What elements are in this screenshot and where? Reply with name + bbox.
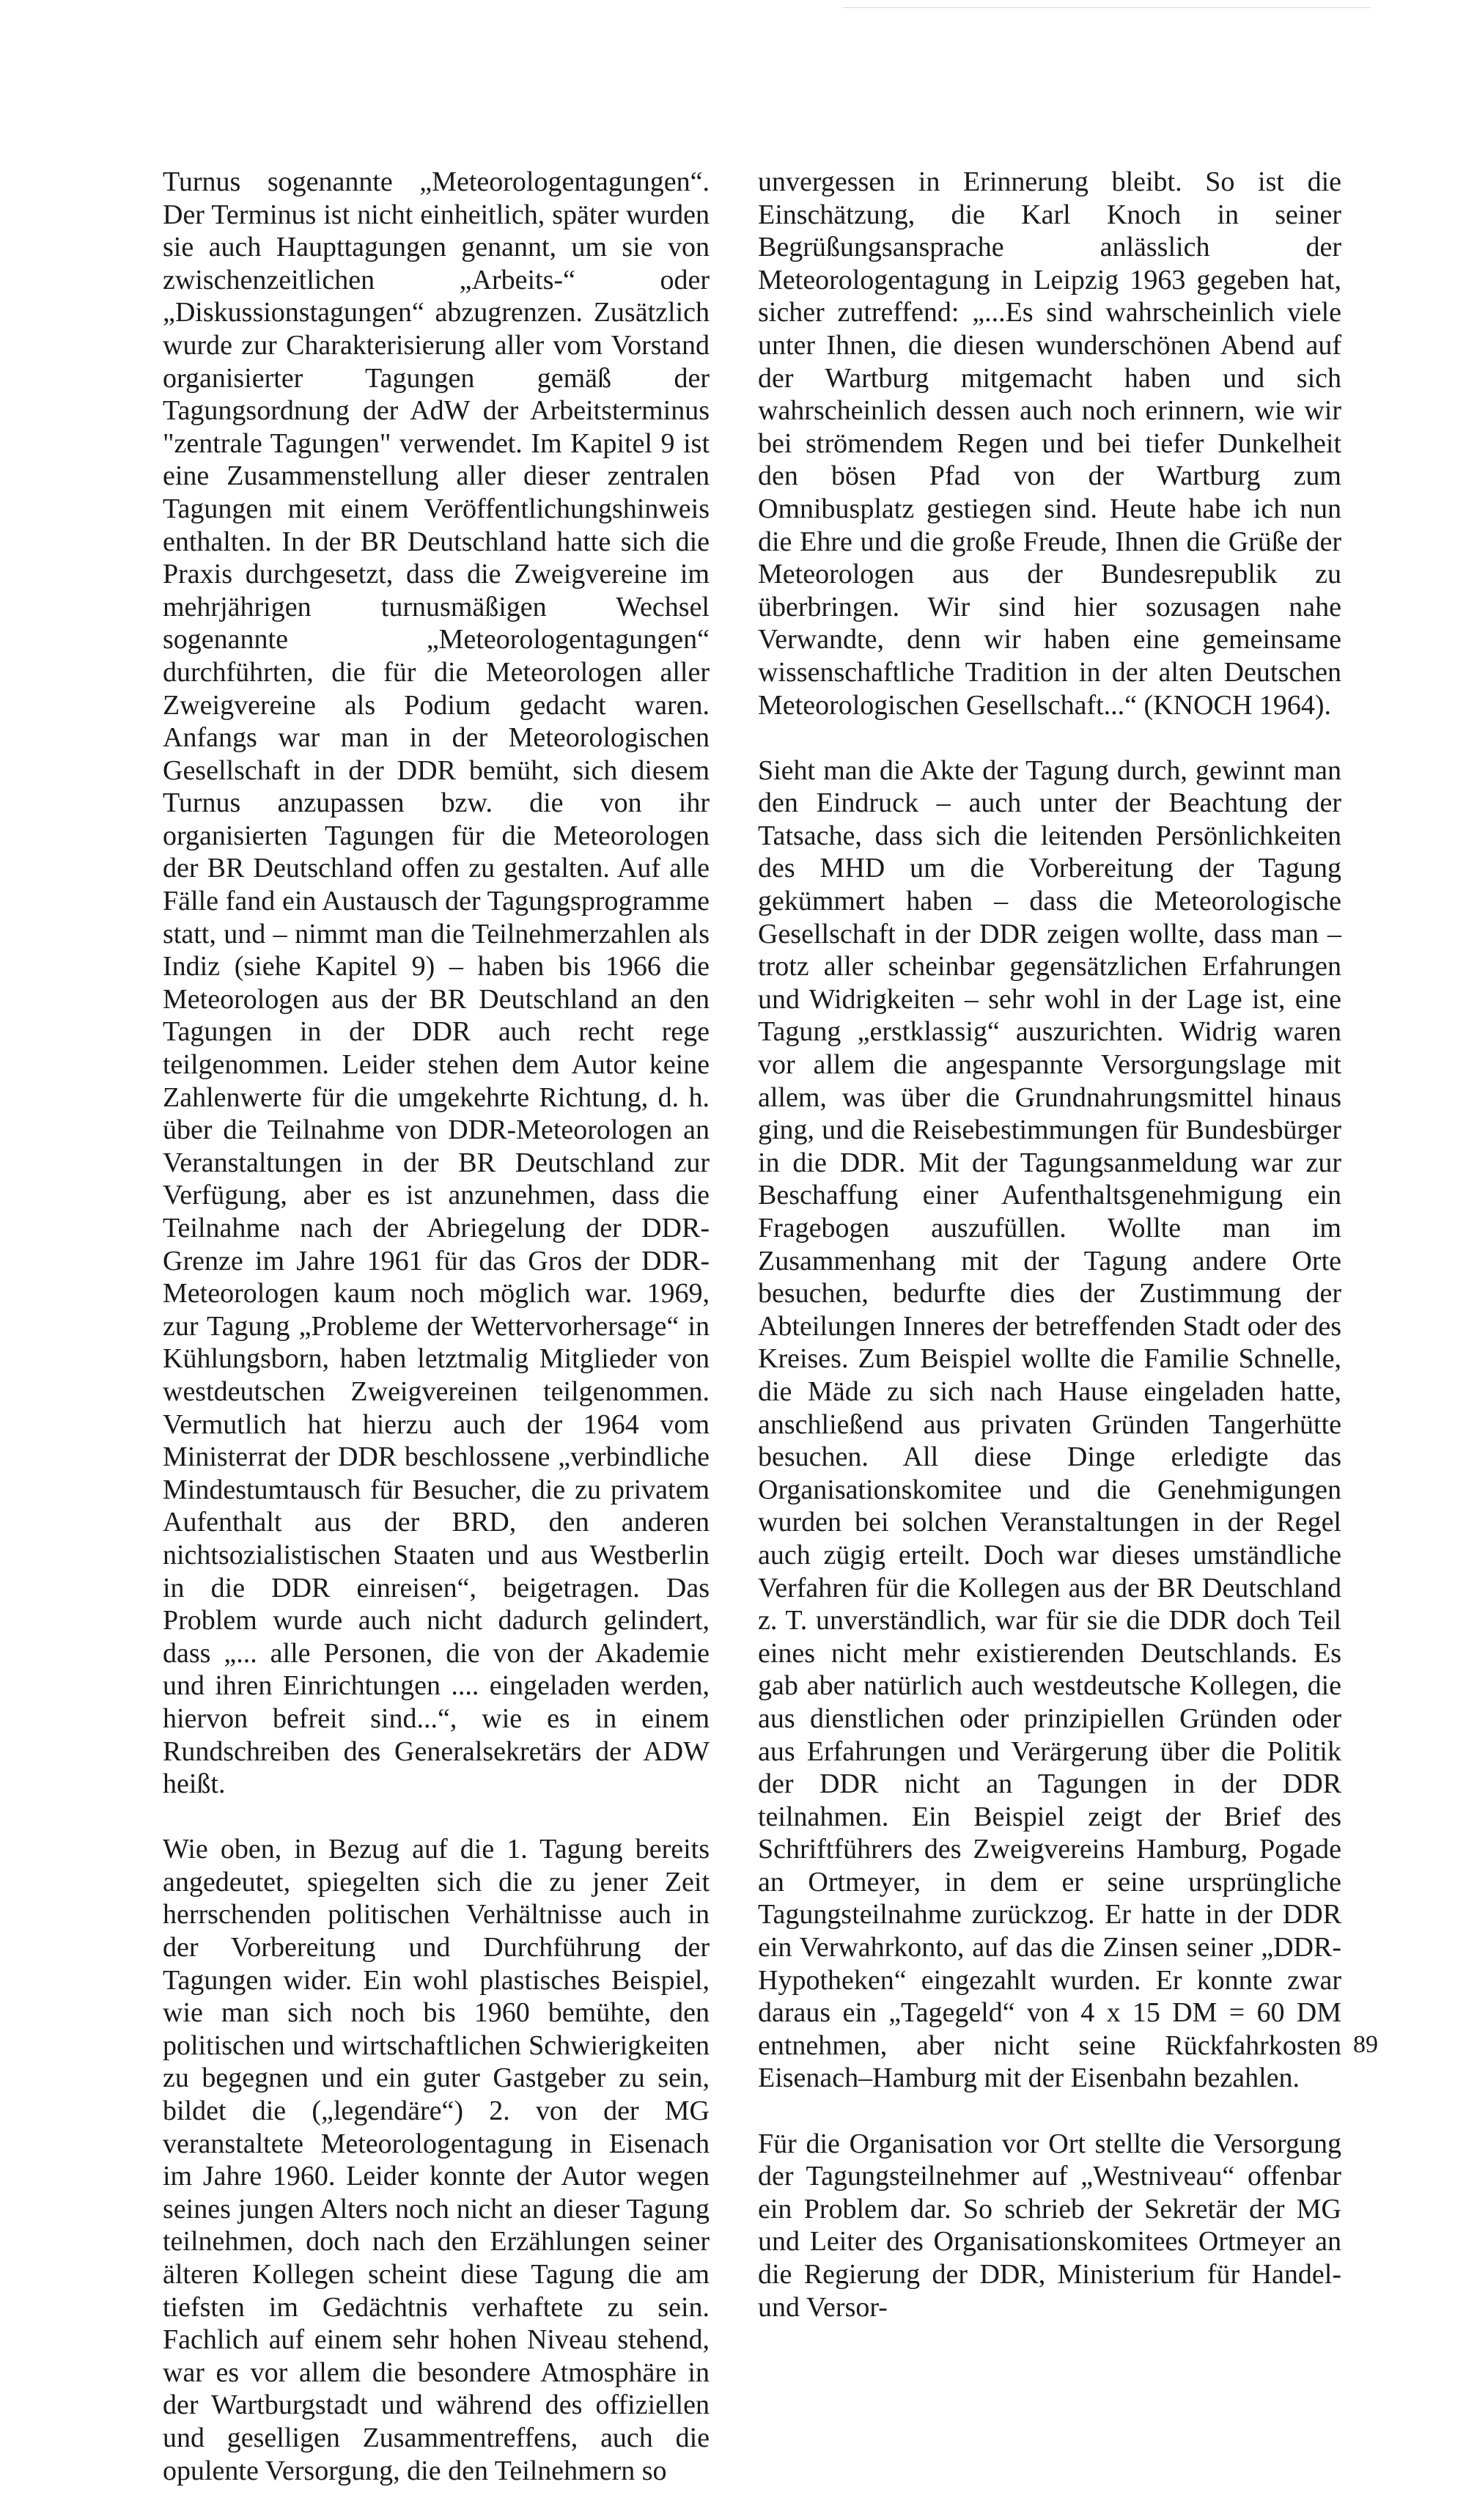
- left-column: [163, 166, 710, 2520]
- scan-edge-line: [843, 7, 1371, 8]
- paragraph: Turnus sogenannte „Meteorologentagungen“. Der Terminus ist nicht einheitlich, später wurden sie auch Haupttagungen genannt, um sie von zwischenzeitlichen „Arbeits-“ oder „Diskussionstagungen“ abzugrenzen. Zusätzlich wurde zur Charakterisierung aller vom Vorstand organisierter Tagungen gemäß der Tagungsordnung der AdW der Arbeitsterminus "zentrale Tagungen" verwendet. Im Kapitel 9 ist eine Zusammenstellung aller dieser zentralen Tagungen mit einem Veröffentlichungshinweis enthalten. In der BR Deutschland hatte sich die Praxis durchgesetzt, dass die Zweigvereine im mehrjährigen turnusmäßigen Wechsel sogenannte „Meteorologentagungen“ durchführten, die für die Meteorologen aller Zweigvereine als Podium gedacht waren. Anfangs war man in der Meteorologischen Gesellschaft in der DDR bemüht, sich diesem Turnus anzupassen bzw. die von ihr organisierten Tagungen für die Meteorologen der BR Deutschland offen zu gestalten. Auf alle Fälle fand ein Austausch der Tagungsprogramme statt, und – nimmt man die Teilnehmerzahlen als Indiz (siehe Kapitel 9) – haben bis 1966 die Meteorologen aus der BR Deutschland an den Tagungen in der DDR auch recht rege teilgenommen. Leider stehen dem Autor keine Zahlenwerte für die umgekehrte Richtung, d. h. über die Teilnahme von DDR-Meteorologen an Veranstaltungen in der BR Deutschland zur Verfügung, aber es ist anzunehmen, dass die Teilnahme nach der Abriegelung der DDR-Grenze im Jahre 1961 für das Gros der DDR-Meteorologen kaum noch möglich war. 1969, zur Tagung „Probleme der Wettervorhersage“ in Kühlungsborn, haben letztmalig Mitglieder von westdeutschen Zweigvereinen teilgenommen. Vermutlich hat hierzu auch der 1964 vom Ministerrat der DDR beschlossene „verbindliche Mindestumtausch für Besucher, die zu privatem Aufenthalt aus der BRD, den anderen nichtsozialistischen Staaten und aus Westberlin in die DDR einreisen“, beigetragen. Das Problem wurde auch nicht dadurch gelindert, dass „... alle Personen, die von der Akademie und ihren Einrichtungen .... eingeladen werden, hiervon befreit sind...“, wie es in einem Rundschreiben des Generalsekretärs der ADW heißt.: [163, 166, 710, 1800]
- paragraph: unvergessen in Erinnerung bleibt. So ist die Einschätzung, die Karl Knoch in seiner Begrüßungsansprache anlässlich der Meteorologentagung in Leipzig 1963 gegeben hat, sicher zutreffend: „...Es sind wahrscheinlich viele unter Ihnen, die diesen wunderschönen Abend auf der Wartburg mitgemacht haben und sich wahrscheinlich dessen auch noch erinnern, wie wir bei strömendem Regen und bei tiefer Dunkelheit den bösen Pfad von der Wartburg zum Omnibusplatz gestiegen sind. Heute habe ich nun die Ehre und die große Freude, Ihnen die Grüße der Meteorologen aus der Bundesrepublik zu überbringen. Wir sind hier sozusagen nahe Verwandte, denn wir haben eine gemeinsame wissenschaftliche Tradition in der alten Deutschen Meteorologischen Gesellschaft...“ (KNOCH 1964).: [758, 166, 1341, 721]
- right-column: [758, 166, 1341, 2356]
- paragraph: Wie oben, in Bezug auf die 1. Tagung bereits angedeutet, spiegelten sich die zu jener Zeit herrschenden politischen Verhältnisse auch in der Vorbereitung und Durchführung der Tagungen wider. Ein wohl plastisches Beispiel, wie man sich noch bis 1960 bemühte, den politischen und wirtschaftlichen Schwierigkeiten zu begegnen und ein guter Gastgeber zu sein, bildet die („legendäre“) 2. von der MG veranstaltete Meteorologentagung in Eisenach im Jahre 1960. Leider konnte der Autor wegen seines jungen Alters noch nicht an dieser Tagung teilnehmen, doch nach den Erzählungen seiner älteren Kollegen scheint diese Tagung die am tiefsten im Gedächtnis verhaftete zu sein. Fachlich auf einem sehr hohen Niveau stehend, war es vor allem die besondere Atmosphäre in der Wartburgstadt und während des offiziellen und geselligen Zusammentreffens, auch die opulente Versorgung, die den Teilnehmern so: [163, 1834, 710, 2486]
- page-number: 89: [1353, 2031, 1378, 2058]
- paragraph: Für die Organisation vor Ort stellte die Versorgung der Tagungsteilnehmer auf „Westniveau“ offenbar ein Problem dar. So schrieb der Sekretär der MG und Leiter des Organisationskomitees Ortmeyer an die Regierung der DDR, Ministerium für Handel- und Versor-: [758, 2128, 1341, 2323]
- paragraph: Sieht man die Akte der Tagung durch, gewinnt man den Eindruck – auch unter der Beachtung der Tatsache, dass sich die leitenden Persönlichkeiten des MHD um die Vorbereitung der Tagung gekümmert haben – dass die Meteorologische Gesellschaft in der DDR zeigen wollte, dass man – trotz aller scheinbar gegensätzlichen Erfahrungen und Widrigkeiten – sehr wohl in der Lage ist, eine Tagung „erstklassig“ auszurichten. Widrig waren vor allem die angespannte Versorgungslage mit allem, was über die Grundnahrungsmittel hinaus ging, und die Reisebestimmungen für Bundesbürger in die DDR. Mit der Tagungsanmeldung war zur Beschaffung einer Aufenthaltsgenehmigung ein Fragebogen auszufüllen. Wollte man im Zusammenhang mit der Tagung andere Orte besuchen, bedurfte dies der Zustimmung der Abteilungen Inneres der betreffenden Stadt oder des Kreises. Zum Beispiel wollte die Familie Schnelle, die Mäde zu sich nach Hause eingeladen hatte, anschließend aus privaten Gründen Tangerhütte besuchen. All diese Dinge erledigte das Organisationskomitee und die Genehmigungen wurden bei solchen Veranstaltungen in der Regel auch zügig erteilt. Doch war dieses umständliche Verfahren für die Kollegen aus der BR Deutschland z. T. unverständlich, war für sie die DDR doch Teil eines nicht mehr existierenden Deutschlands. Es gab aber natürlich auch westdeutsche Kollegen, die aus dienstlichen oder prinzipiellen Gründen oder aus Erfahrungen und Verärgerung über die Politik der DDR nicht an Tagungen in der DDR teilnahmen. Ein Beispiel zeigt der Brief des Schriftführers des Zweigvereins Hamburg, Pogade an Ortmeyer, in dem er seine ursprüngliche Tagungsteilnahme zurückzog. Er hatte in der DDR ein Verwahrkonto, auf das die Zinsen seiner „DDR-Hypotheken“ eingezahlt wurden. Er konnte zwar daraus ein „Tagegeld“ von 4 x 15 DM = 60 DM entnehmen, aber nicht seine Rückfahrkosten Eisenach–Hamburg mit der Eisenbahn bezahlen.: [758, 754, 1341, 2094]
